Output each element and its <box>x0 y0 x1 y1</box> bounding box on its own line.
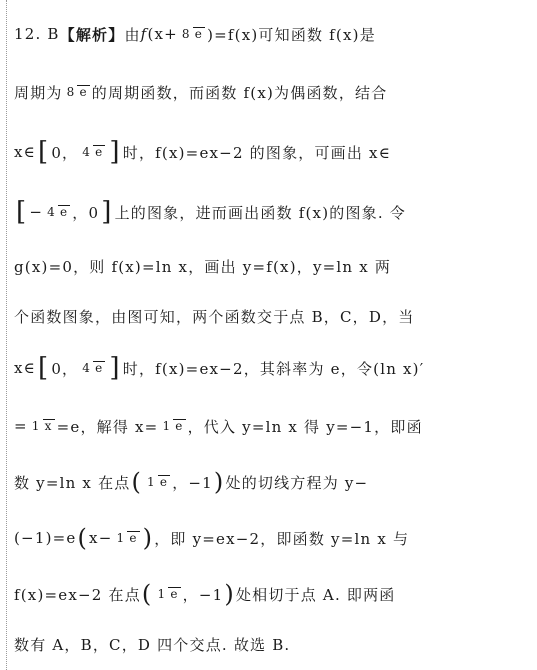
text-run: x∈ <box>14 359 36 377</box>
fraction: 1 e <box>162 419 184 433</box>
right-paren: ) <box>213 468 225 496</box>
left-bracket: [ <box>37 137 50 167</box>
fraction: 1 e <box>147 475 169 489</box>
text-run: ，即 y=ex−2，即函数 y=ln x 与 <box>154 529 410 548</box>
text-run: 时，f(x)=ex−2，其斜率为 e，令(ln x)′ <box>122 359 425 378</box>
text-run: = <box>14 417 28 435</box>
left-paren: ( <box>131 468 143 496</box>
text-run: x− <box>89 529 113 547</box>
right-paren: ) <box>142 524 154 552</box>
text-run: 个函数图象，由图可知，两个函数交于点 B，C，D，当 <box>14 307 415 326</box>
text-line-4 <box>14 192 529 232</box>
text-run: (−1)=e <box>14 529 77 547</box>
fraction: 8 e <box>66 85 88 99</box>
fraction: 4 e <box>47 205 69 219</box>
text-run: ，代入 y=ln x 得 y=−1，即函 <box>187 417 423 436</box>
text-run: x∈ <box>14 143 36 161</box>
text-line-12 <box>14 624 529 664</box>
text-line-10 <box>14 518 529 558</box>
text-line-9 <box>14 462 529 502</box>
text-run: =e，解得 x= <box>56 417 159 436</box>
text-line-6 <box>14 296 529 336</box>
text-run: g(x)=0，则 f(x)=ln x，画出 y=f(x)，y=ln x 两 <box>14 257 392 276</box>
text-run: 0， <box>51 143 79 162</box>
fraction: 1 e <box>116 531 138 545</box>
left-paren: ( <box>141 580 153 608</box>
text-run: 的周期函数，而函数 f(x)为偶函数，结合 <box>91 83 388 102</box>
text-run: 0， <box>51 359 79 378</box>
text-line-8 <box>14 406 529 446</box>
text-line-2 <box>14 72 529 112</box>
text-run: ，0 <box>72 203 100 222</box>
fraction: 4 e <box>82 145 104 159</box>
text-run: 数 y=ln x 在点 <box>14 473 131 492</box>
text-run: − <box>29 203 44 221</box>
text-line-5 <box>14 246 529 286</box>
left-bracket: [ <box>37 353 50 383</box>
text-run: (x+ <box>147 25 178 43</box>
fraction: 1 x <box>31 419 53 433</box>
text-run: 时，f(x)=ex−2 的图象，可画出 x∈ <box>122 143 391 162</box>
text-run: 上的图象，进而画出函数 f(x)的图象. 令 <box>114 203 406 222</box>
text-line-7 <box>14 348 529 388</box>
text-run: f <box>140 25 148 43</box>
text-run: ，−1 <box>172 473 213 492</box>
text-run: )=f(x)可知函数 f(x)是 <box>207 25 376 44</box>
page-edge-dotted-line <box>6 0 7 670</box>
right-bracket: ] <box>109 137 121 167</box>
text-run: 周期为 <box>14 83 63 102</box>
text-run: 处相切于点 A. 即两函 <box>235 585 396 604</box>
text-run: f(x)=ex−2 在点 <box>14 585 141 604</box>
right-paren: ) <box>224 580 235 608</box>
text-run: ，−1 <box>182 585 224 604</box>
right-bracket: ] <box>101 197 113 227</box>
left-paren: ( <box>77 524 89 552</box>
text-line-11 <box>14 574 529 614</box>
fraction: 4 e <box>82 361 104 375</box>
fraction: 1 e <box>157 587 179 601</box>
text-line-3 <box>14 132 529 172</box>
text-run: 数有 A，B，C，D 四个交点. 故选 B. <box>14 635 291 654</box>
text-run: 处的切线方程为 y− <box>225 473 369 492</box>
right-bracket: ] <box>109 353 121 383</box>
fraction: 8 e <box>181 27 204 41</box>
question-number: 12. B <box>14 25 60 43</box>
left-bracket: [ <box>16 197 28 227</box>
text-run: 由 <box>124 25 141 44</box>
analysis-tag: 【解析】 <box>59 25 125 44</box>
text-line-1 <box>14 14 529 54</box>
